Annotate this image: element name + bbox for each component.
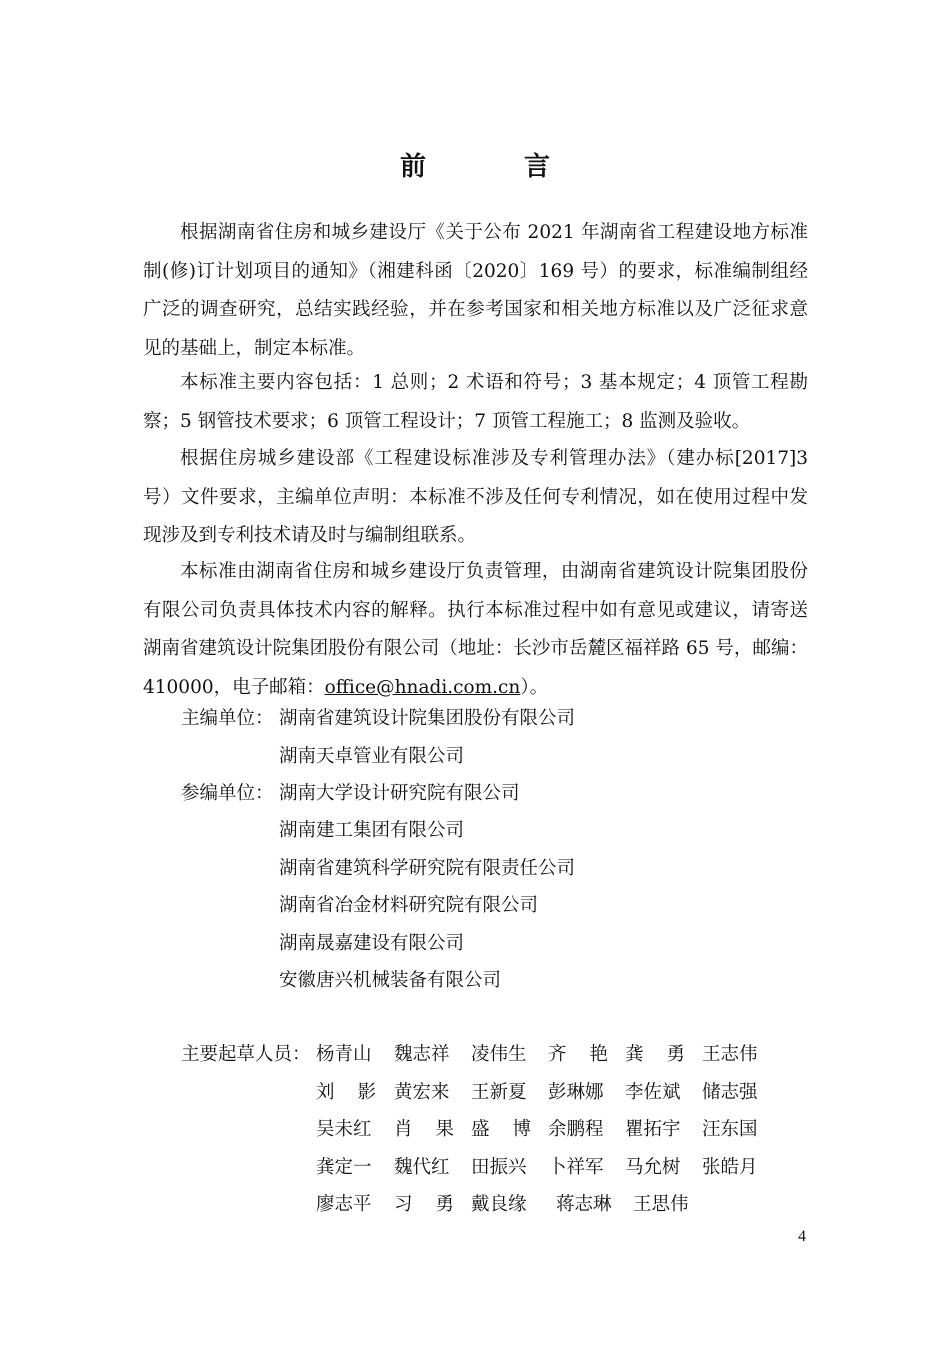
drafter-name: 王思伟 (633, 1194, 689, 1215)
chief-editor-unit: 湖南省建筑设计院集团股份有限公司 (279, 708, 576, 729)
participating-unit: 湖南省建筑科学研究院有限责任公司 (279, 858, 576, 879)
participating-row (181, 775, 520, 813)
management-text: 本标准由湖南省住房和城乡建设厅负责管理，由湖南省建筑设计院集团股份有限公司负责具体技术内容的解释。执行本标准过程中如有意见或建议，请寄送湖南省建筑设计院集团股份有限公司（地址：长沙市岳麓区福祥路 65 号，邮编：410000，电子邮箱： (143, 561, 808, 698)
page-number: 4 (798, 1228, 806, 1245)
page-title: 前 言 (399, 152, 586, 182)
drafter-name: 戴良缘 (471, 1194, 527, 1215)
drafter-name: 魏志祥 (394, 1044, 450, 1065)
drafter-name: 魏代红 (394, 1156, 450, 1178)
participating-row (181, 962, 501, 1000)
drafter-name: 田振兴 (471, 1156, 527, 1178)
paragraph-notice: 根据湖南省住房和城乡建设厅《关于公布 2021 年湖南省工程建设地方标准制(修)订计划项目的通知》（湘建科函〔2020〕169 号）的要求，标准编制组经广泛的调查研究，总结实践经验，并在参考国家和相关地方标准以及广泛征求意见的基础上，制定本标准。 (143, 222, 808, 359)
participating-unit: 湖南晟嘉建设有限公司 (279, 933, 465, 954)
drafter-name: 龚定一 (316, 1156, 372, 1178)
drafter-name: 彭琳娜 (548, 1081, 604, 1103)
participating-unit: 湖南建工集团有限公司 (279, 820, 465, 841)
email-link[interactable]: office@hnadi.com.cn (324, 676, 521, 698)
drafter-name: 王新夏 (471, 1081, 527, 1103)
drafter-name: 龚勇 (625, 1044, 685, 1065)
drafter-name: 瞿拓宇 (625, 1119, 681, 1140)
participating-unit: 湖南大学设计研究院有限公司 (279, 783, 520, 804)
drafter-name: 王志伟 (702, 1044, 758, 1065)
paragraph-contents: 本标准主要内容包括：1 总则；2 术语和符号；3 基本规定；4 顶管工程勘察；5 钢管技术要求；6 顶管工程设计；7 顶管工程施工；8 监测及验收。 (143, 372, 808, 432)
drafter-name: 吴未红 (316, 1119, 372, 1140)
chief-editor-unit: 湖南天卓管业有限公司 (279, 746, 465, 767)
drafter-name: 齐艳 (548, 1044, 608, 1065)
participating-label: 参编单位： (181, 783, 274, 804)
drafter-name: 马允树 (625, 1156, 681, 1178)
drafters-label: 主要起草人员： (181, 1044, 311, 1065)
drafter-name: 李佐斌 (625, 1081, 681, 1103)
participating-row (181, 887, 538, 925)
drafter-name: 蒋志琳 (556, 1194, 612, 1215)
drafter-name: 凌伟生 (471, 1044, 527, 1065)
paragraph-management (143, 553, 808, 707)
drafter-name: 黄宏来 (394, 1081, 450, 1103)
chief-editor-row (181, 738, 464, 776)
drafter-name: 卜祥军 (548, 1156, 604, 1178)
drafter-name: 余鹏程 (548, 1119, 604, 1140)
drafter-name: 储志强 (702, 1081, 758, 1103)
chief-editor-label: 主编单位： (181, 708, 274, 729)
chief-editor-row (181, 700, 575, 738)
participating-row (181, 925, 464, 963)
drafter-name: 习勇 (394, 1194, 454, 1215)
participating-unit: 湖南省冶金材料研究院有限公司 (279, 895, 539, 916)
paragraph-patent: 根据住房城乡建设部《工程建设标准涉及专利管理办法》（建办标[2017]3号）文件要求，主编单位声明：本标准不涉及任何专利情况，如在使用过程中发现涉及到专利技术请及时与编制组联系。 (143, 448, 808, 546)
drafter-name: 汪东国 (702, 1119, 758, 1140)
participating-row (181, 850, 575, 888)
drafter-name: 肖果 (394, 1119, 454, 1140)
participating-unit: 安徽唐兴机械装备有限公司 (279, 970, 502, 991)
management-suffix: ）。 (520, 676, 549, 698)
drafter-name: 廖志平 (316, 1194, 372, 1215)
drafter-name: 盛博 (471, 1119, 531, 1140)
drafter-name: 张皓月 (702, 1156, 758, 1178)
drafter-name: 杨青山 (316, 1044, 372, 1065)
participating-row (181, 812, 464, 850)
drafter-name: 刘影 (316, 1081, 376, 1103)
